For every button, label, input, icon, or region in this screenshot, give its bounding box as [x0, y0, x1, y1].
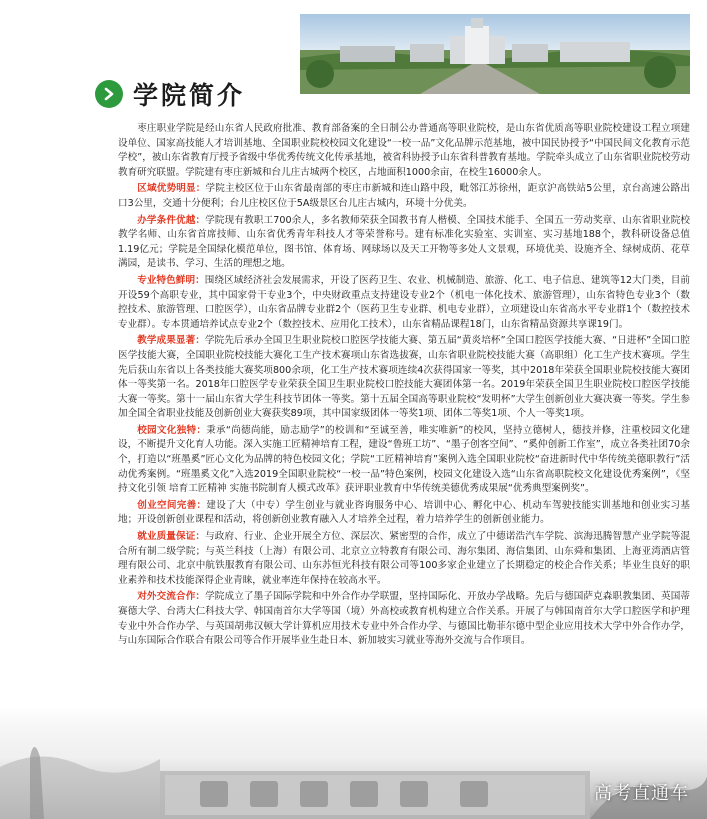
- section-region: [118, 182, 690, 211]
- section-culture: [118, 424, 690, 497]
- chevron-right-icon: [95, 80, 123, 108]
- section-text: 与政府、行业、企业开展全方位、深层次、紧密型的合作，成立了中德诺浩汽车学院、滨海迅腾智慧产业学院等混合所有制二级学院；与英兰科技（上海）有限公司、北京立立特教育有限公司、海尔集团、海信集团、山东舜和集团、上海亚湾酒店管理有限公司、北京中航铁服教育有限公司、山东苏恒光科技有限公司等100多家企业建立了长期稳定的校企合作关系；毕业生良好的职业素养和技术技能深得企业青睐，就业率连年保持在较高水平。: [118, 531, 691, 586]
- section-header: [95, 77, 245, 111]
- section-lead: 专业特色鲜明：: [137, 274, 205, 286]
- section-text: 建设了大（中专）学生创业与就业咨询服务中心、培训中心、孵化中心、机动车驾驶技能实训基地和创业实习基地；开设创新创业课程和活动，将创新创业教育融入人才培养全过程，着力培养学生的创新创业能力。: [118, 499, 691, 526]
- section-lead: 教学成果显著：: [137, 335, 205, 347]
- section-lead: 创业空间完善：: [137, 499, 207, 511]
- intro-paragraph: 枣庄职业学院是经山东省人民政府批准、教育部备案的全日制公办普通高等职业院校，是山东省优质高等职业院校建设工程立项建设单位、国家高技能人才培训基地、全国职业院校校园文化建设“一校一品”文化品牌示范基地，被中国民协授予“中国民间文化教育示范学校”，被山东省教育厅授予省级中华优秀传统文化传承基地，被省科协授予山东省科普教育基地。学院牵头成立了山东省职业院校劳动教育研究联盟。学院建有枣庄新城和台儿庄古城两个校区，占地面积1000余亩，在校生16000余人。: [118, 123, 690, 178]
- section-text: 学院成立了墨子国际学院和中外合作办学联盟，坚持国际化、开放办学战略。先后与德国萨克森职教集团、英国蒂赛德大学、台湾大仁科技大学、韩国南首尔大学等国（境）外高校或教育机构建立合作关系。开展了与韩国南首尔大学口腔医学和护理专业中外合作办学、与英国胡弗汉顿大学计算机应用技术专业中外合作办学、与德国比勒菲尔德中型企业应用技术大学中外合作办学，与山东国际合作联合有限公司等合作开展毕业生赴日本、新加坡实习就业等海外交流与合作项目。: [118, 591, 691, 647]
- section-text: 围绕区域经济社会发展需求，开设了医药卫生、农业、机械制造、旅游、化工、电子信息、建筑等12大门类，目前开设59个高职专业，其中国家骨干专业3个，中央财政重点支持建设专业2个（机电一体化技术、旅游管理），山东省特色专业3个（数控技术、旅游管理、口腔医学），山东省品牌专业群2个（医药卫生专业群、机电专业群），立项建设山东省高水平专业群1个（数控技术专业群）。专本贯通培养试点专业2个（数控技术、应用化工技术），山东省精品课程18门，山东省精品资源共享课19门。: [118, 274, 690, 330]
- section-text: 学院主校区位于山东省最南部的枣庄市新城和连山路中段，毗邻江苏徐州，距京沪高铁站5公里，京台高速公路出口3公里，交通十分便利；台儿庄校区位于5A级景区台儿庄古城内，环境十分优美。: [118, 183, 690, 209]
- section-text: 秉承“尚德尚能，励志励学”的校训和“至诚至善，唯实唯新”的校风，坚持立德树人，德技并修，注重校园文化建设，不断提升文化育人功能。深入实施工匠精神培育工程，建设“鲁班工坊”、“墨子创客空间”、“奚仲创新工作室”，成立各类社团70余个，打造以“班墨奚”匠心文化为品牌的特色校园文化；学院“工匠精神培育”案例入选全国职业院校“奋进新时代中华传统美德职教行”活动优秀案例。“班墨奚文化”入选2019全国职业院校“一校一品”特色案例，校园文化建设入选“山东省高职院校文化建设优秀案例”，《坚持文化引领 培育工匠精神 实施书院制育人模式改革》获评职业教育中华传统美德优秀成果展“优秀典型案例奖”。: [118, 424, 690, 495]
- section-lead: 对外交流合作：: [137, 591, 206, 603]
- footer-landscape-art: [0, 707, 707, 819]
- article-body: [118, 122, 690, 651]
- section-achievements: [118, 334, 690, 422]
- section-international: [118, 590, 690, 648]
- page-title: 学院简介: [133, 81, 246, 110]
- campus-banner-photo: [300, 14, 690, 94]
- section-lead: 校园文化独特：: [137, 424, 207, 436]
- section-majors: [118, 274, 690, 332]
- section-text: 学院先后承办全国卫生职业院校口腔医学技能大赛、第五届“黄炎培杯”全国口腔医学技能大赛、“日进杯”全国口腔医学技能大赛，全国职业院校技能大赛化工生产技术赛项山东省选拔赛，山东省职业院校技能大赛（高职组）化工生产技术赛项。学生先后获山东省以上各类技能大赛奖项800余项，化工生产技术赛项连续4次获得国家一等奖，其中2018年荣获全国职业院校技能大赛团体一等奖第一名。2018年口腔医学专业荣获全国卫生职业院校口腔技能大赛团体第一名。2019年荣获全国卫生职业院校口腔医学技能大赛一等奖。第十一届山东省大学生科技节团体一等奖。第十五届全国高等职业院校“发明杯”大学生创新创业大赛决赛一等奖。学生参加全国全省职业技能及创新创业大赛获奖89项，其中国家级团体一等奖1项、团体二等奖1项、个人一等奖1项。: [118, 335, 690, 420]
- section-entrepreneurship: [118, 499, 690, 528]
- section-lead: 区域优势明显：: [137, 183, 206, 195]
- section-text: 学院现有教职工700余人，多名教师荣获全国教书育人楷模、全国技术能手、全国五一劳动奖章、山东省职业院校教学名师、山东省首席技师、山东省优秀青年科技人才等荣誉称号。建有标准化实验室、实训室、实习基地188个，教科研设备总值1.19亿元；学院是全国绿化模范单位，图书馆、体育场、网球场以及天工开物等多处人文景观，环境优美、设施齐全、绿树成荫、花草满园，是读书、学习、生活的理想之地。: [118, 214, 691, 270]
- section-employment: [118, 530, 690, 588]
- watermark-text: 高考直通车: [594, 783, 689, 804]
- section-lead: 办学条件优越：: [137, 214, 206, 226]
- section-conditions: [118, 214, 690, 272]
- section-lead: 就业质量保证：: [137, 531, 206, 543]
